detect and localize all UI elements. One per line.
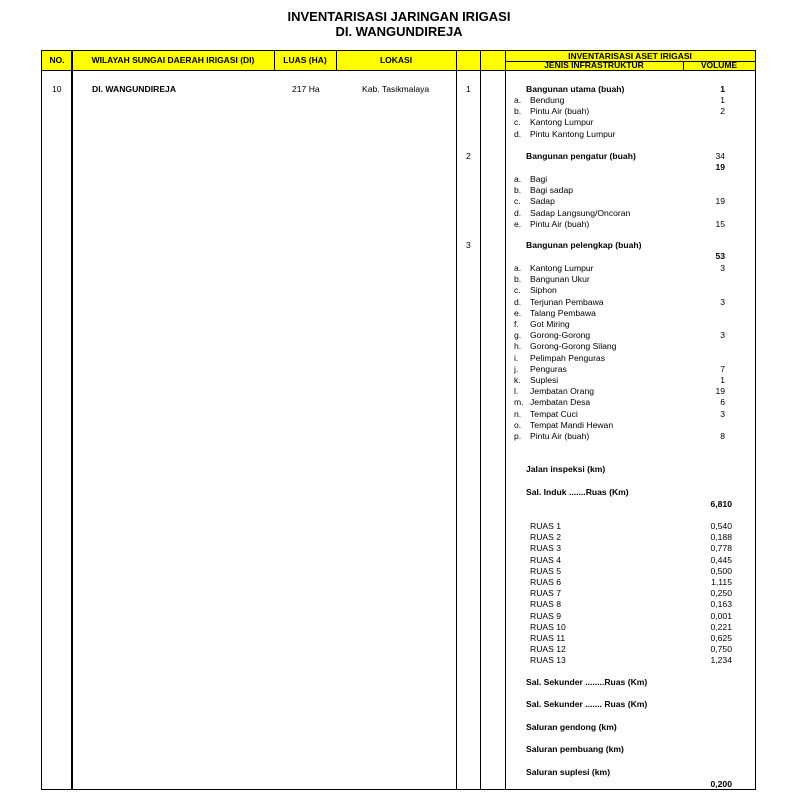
ruas-label: RUAS 4 <box>530 554 562 565</box>
col-line-0 <box>41 50 42 790</box>
saluran-suplesi-label: Saluran suplesi (km) <box>526 767 611 777</box>
item-label: Kantong Lumpur <box>530 117 594 128</box>
table-border-top <box>41 50 755 51</box>
item-letter: o. <box>514 419 522 430</box>
header-inventarisasi: INVENTARISASI ASET IRIGASI <box>505 51 755 61</box>
item-label: Suplesi <box>530 375 559 385</box>
item-letter: h. <box>514 341 522 352</box>
ruas-label: RUAS 12 <box>530 644 566 655</box>
item-letter: b. <box>514 274 522 285</box>
header-lokasi: LOKASI <box>336 51 456 70</box>
item-value: 2 <box>720 106 725 117</box>
header-no: NO. <box>42 51 72 70</box>
item-label: Gorong-Gorong <box>530 330 591 341</box>
ruas-value: 1,115 <box>711 577 732 587</box>
ruas-label: RUAS 13 <box>530 655 566 666</box>
saluran-pembuang-label: Saluran pembuang (km) <box>526 744 624 754</box>
ruas-label: RUAS 3 <box>530 543 562 554</box>
item-label: Jembatan Orang <box>530 386 595 397</box>
group-2-number: 2 <box>466 151 471 161</box>
item-letter: b. <box>514 106 522 117</box>
header-jenis: JENIS INFRASTRUKTUR <box>505 61 683 70</box>
header-luas: LUAS (HA) <box>274 51 336 70</box>
col-line-4 <box>456 50 457 790</box>
saluran-gendong-label: Saluran gendong (km) <box>526 722 617 732</box>
item-value: 19 <box>715 196 725 207</box>
saluran-suplesi-value: 0,200 <box>710 779 732 789</box>
item-label: Penguras <box>530 363 567 374</box>
item-value: 15 <box>715 218 725 229</box>
item-letter: c. <box>514 117 521 128</box>
item-letter: a. <box>514 263 522 273</box>
group-1-number: 1 <box>466 84 471 94</box>
ruas-label: RUAS 5 <box>530 565 562 576</box>
jalan-inspeksi-label: Jalan inspeksi (km) <box>526 464 606 474</box>
item-label: Sadap Langsung/Oncoran <box>530 207 631 218</box>
col-line-1 <box>71 50 73 790</box>
item-value: 3 <box>720 330 725 341</box>
item-label: Pelimpah Penguras <box>530 352 606 363</box>
item-label: Kantong Lumpur <box>530 263 594 273</box>
row-no: 10 <box>52 84 62 94</box>
item-value: 3 <box>720 296 725 307</box>
group-3-total: 53 <box>715 251 725 261</box>
item-letter: i. <box>514 352 519 363</box>
ruas-label: RUAS 9 <box>530 610 562 621</box>
row-lokasi: Kab. Tasikmalaya <box>362 84 430 94</box>
item-letter: l. <box>514 386 519 397</box>
item-letter: p. <box>514 431 522 441</box>
row-luas: 217 Ha <box>292 84 320 94</box>
item-letter: f. <box>514 319 519 329</box>
ruas-value: 0,001 <box>710 610 732 621</box>
sal-induk-total: 6,810 <box>710 499 732 509</box>
ruas-label: RUAS 11 <box>530 633 566 643</box>
item-label: Jembatan Desa <box>530 397 591 408</box>
item-letter: a. <box>514 95 522 105</box>
header-wilayah: WILAYAH SUNGAI DAERAH IRIGASI (DI) <box>72 51 274 70</box>
item-label: Bangunan Ukur <box>530 274 590 285</box>
header-bottom-border <box>41 70 755 71</box>
item-letter: c. <box>514 196 521 207</box>
ruas-value: 1,234 <box>710 655 732 666</box>
item-letter: d. <box>514 128 522 139</box>
ruas-label: RUAS 8 <box>530 599 562 610</box>
group-3-number: 3 <box>466 240 471 250</box>
item-letter: j. <box>514 363 519 374</box>
ruas-value: 0,445 <box>710 554 732 565</box>
sal-induk-label: Sal. Induk .......Ruas (Km) <box>526 487 629 497</box>
item-label: Pintu Kantong Lumpur <box>530 128 616 139</box>
col-line-6 <box>505 50 506 790</box>
item-letter: e. <box>514 307 522 318</box>
col-line-8 <box>755 50 756 790</box>
item-label: Pintu Air (buah) <box>530 431 590 441</box>
col-line-2 <box>274 50 275 70</box>
item-label: Tempat Mandi Hewan <box>530 419 614 430</box>
item-value: 8 <box>720 431 725 441</box>
ruas-value: 0,500 <box>710 565 732 576</box>
item-label: Bagi sadap <box>530 185 574 196</box>
table-border-bottom <box>41 789 755 790</box>
ruas-label: RUAS 1 <box>530 521 562 531</box>
ruas-label: RUAS 6 <box>530 577 562 587</box>
ruas-value: 0,540 <box>710 521 732 531</box>
col-line-3 <box>336 50 337 70</box>
item-label: Bendung <box>530 95 565 105</box>
item-value: 19 <box>715 386 725 397</box>
item-label: Talang Pembawa <box>530 307 596 318</box>
item-value: 7 <box>720 363 725 374</box>
item-value: 6 <box>720 397 725 408</box>
item-value: 1 <box>720 375 725 385</box>
item-label: Sadap <box>530 196 555 207</box>
ruas-value: 0,163 <box>710 599 732 610</box>
item-letter: e. <box>514 218 522 229</box>
ruas-label: RUAS 10 <box>530 621 566 632</box>
item-letter: d. <box>514 296 522 307</box>
group-2-title: Bangunan pengatur (buah) <box>526 151 636 161</box>
group-2-total: 19 <box>715 162 725 172</box>
item-letter: b. <box>514 185 522 196</box>
ruas-value: 0,250 <box>710 588 732 599</box>
item-letter: k. <box>514 375 521 385</box>
ruas-label: RUAS 2 <box>530 532 562 543</box>
item-value: 1 <box>720 95 725 105</box>
item-letter: n. <box>514 408 522 419</box>
item-label: Bagi <box>530 174 548 184</box>
document-title: INVENTARISASI JARINGAN IRIGASI <box>287 9 511 24</box>
row-wilayah: DI. WANGUNDIREJA <box>92 84 177 94</box>
group-3-title: Bangunan pelengkap (buah) <box>526 240 642 250</box>
document-subtitle: DI. WANGUNDIREJA <box>335 24 463 39</box>
item-label: Got Miring <box>530 319 570 329</box>
group-1-title: Bangunan utama (buah) <box>526 84 625 94</box>
ruas-value: 0,625 <box>710 633 732 643</box>
ruas-value: 0,778 <box>710 543 732 554</box>
item-letter: g. <box>514 330 522 341</box>
item-letter: d. <box>514 207 522 218</box>
item-value: 3 <box>720 263 725 273</box>
item-label: Tempat Cuci <box>530 408 578 419</box>
sal-sekunder-2-label: Sal. Sekunder ....... Ruas (Km) <box>526 699 648 709</box>
header-volume: VOLUME <box>683 61 755 70</box>
header-divider <box>505 61 755 62</box>
group-1-total: 1 <box>720 84 725 94</box>
item-label: Pintu Air (buah) <box>530 218 590 229</box>
ruas-value: 0,188 <box>710 532 732 543</box>
col-line-7 <box>683 61 684 70</box>
item-letter: c. <box>514 285 521 296</box>
col-line-5 <box>480 50 481 790</box>
item-letter: a. <box>514 174 522 184</box>
group-2-value: 34 <box>715 151 725 161</box>
item-value: 3 <box>720 408 725 419</box>
item-label: Gorong-Gorong Silang <box>530 341 617 352</box>
ruas-label: RUAS 7 <box>530 588 562 599</box>
item-label: Terjunan Pembawa <box>530 296 604 307</box>
ruas-value: 0,750 <box>710 644 732 655</box>
item-letter: m. <box>514 397 524 408</box>
item-label: Siphon <box>530 285 557 296</box>
sal-sekunder-1-label: Sal. Sekunder ........Ruas (Km) <box>526 677 648 687</box>
item-label: Pintu Air (buah) <box>530 106 590 117</box>
ruas-value: 0,221 <box>710 621 732 632</box>
